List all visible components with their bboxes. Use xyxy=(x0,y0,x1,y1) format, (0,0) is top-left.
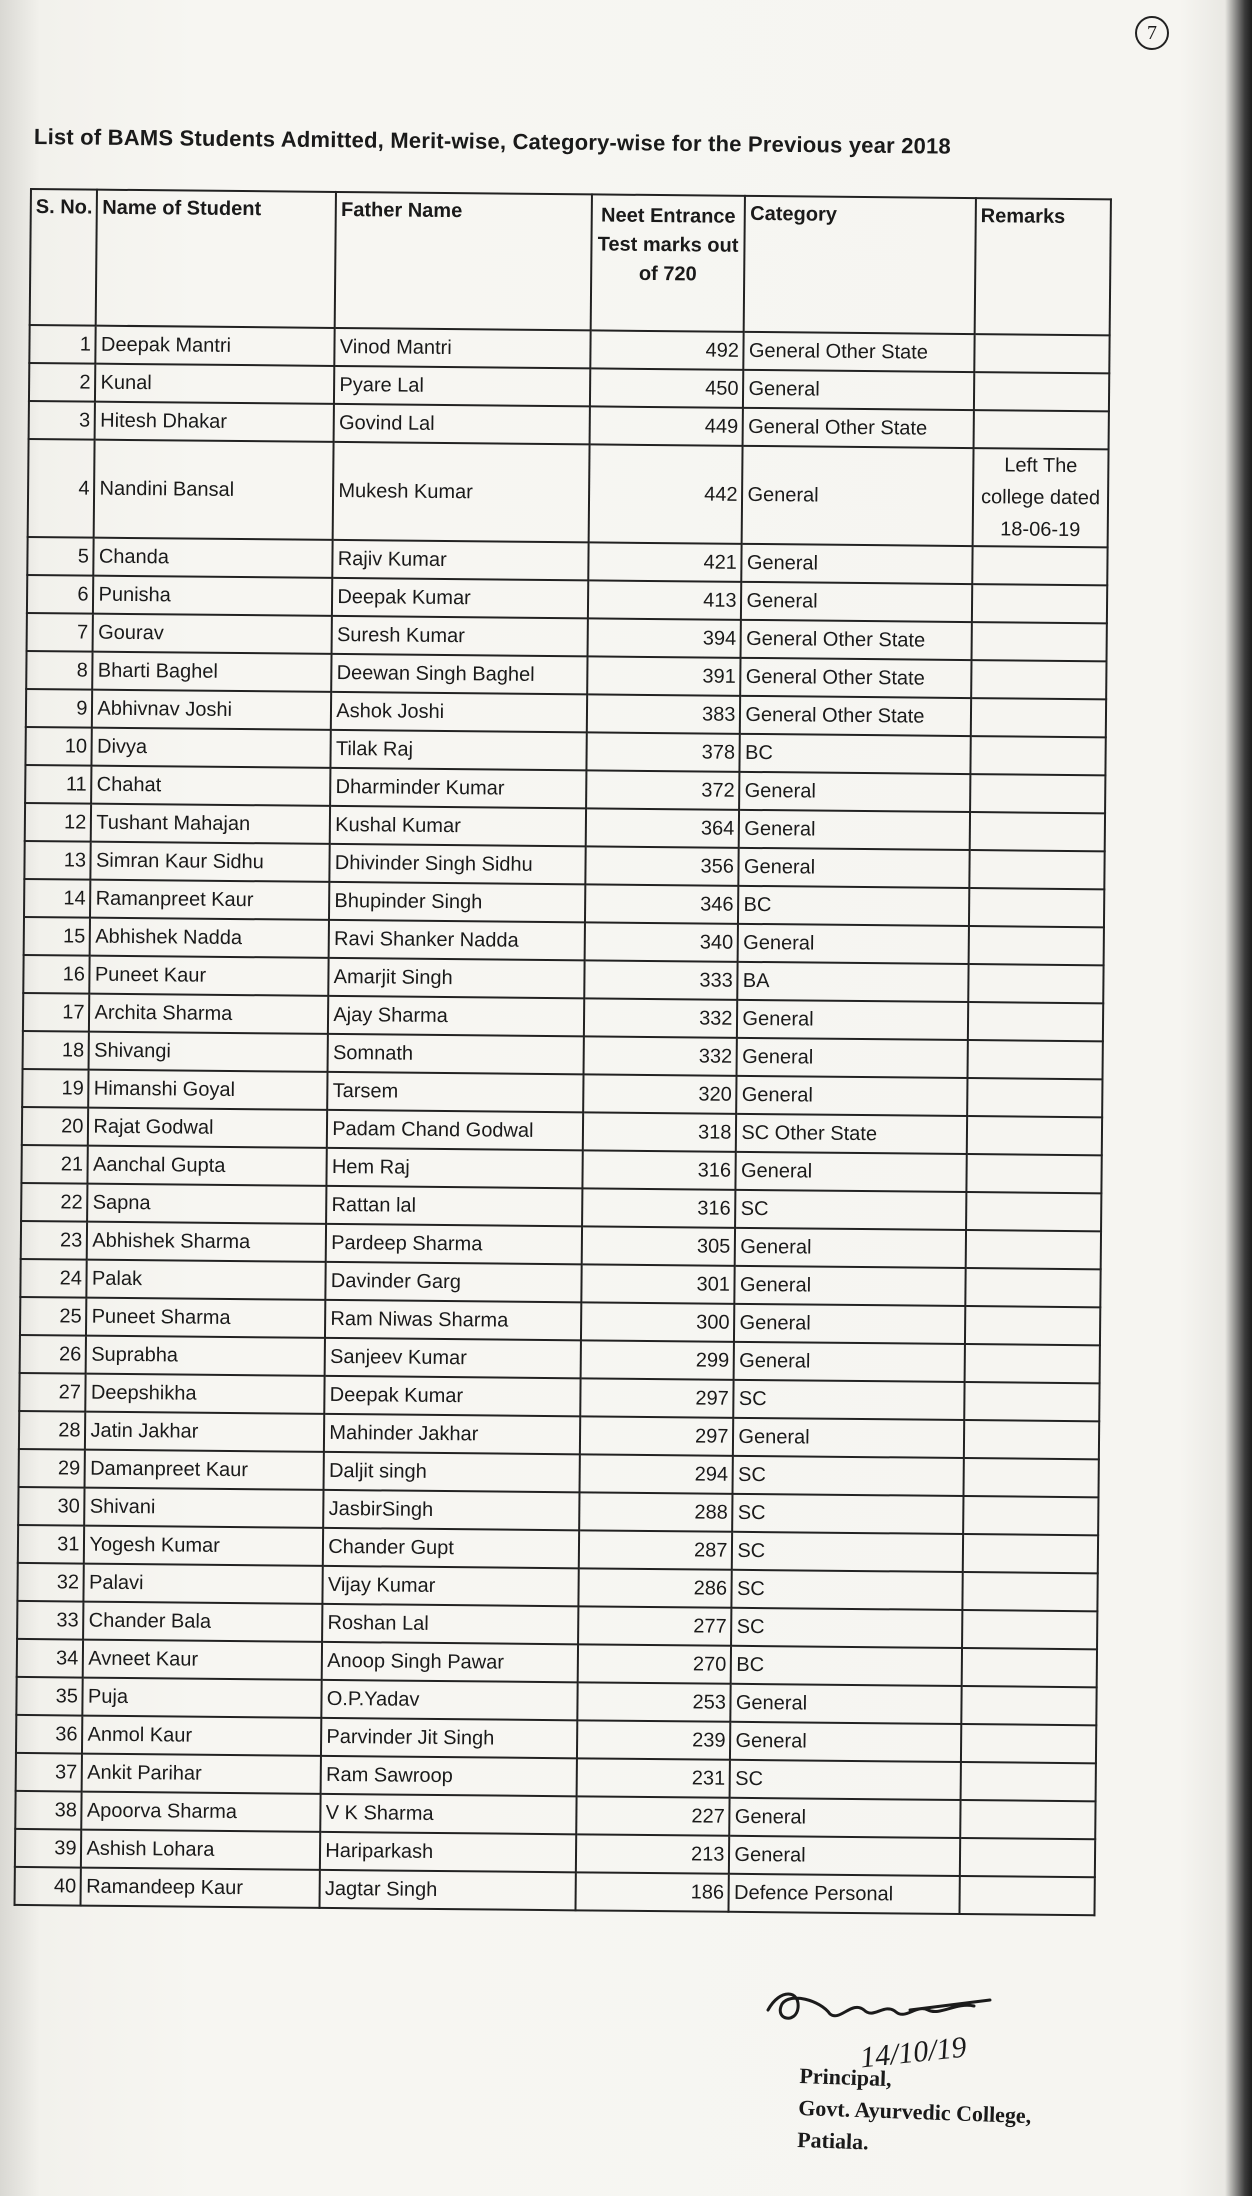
cell-sno: 28 xyxy=(19,1411,86,1450)
cell-category: General Other State xyxy=(741,658,972,698)
cell-remarks xyxy=(968,1002,1103,1041)
cell-sno: 29 xyxy=(19,1449,86,1488)
cell-category: SC xyxy=(733,1456,964,1496)
cell-student-name: Ashish Lohara xyxy=(81,1830,320,1870)
cell-father-name: Somnath xyxy=(328,1034,584,1074)
cell-remarks xyxy=(970,774,1105,813)
cell-category: SC xyxy=(735,1190,966,1230)
cell-marks: 316 xyxy=(582,1188,736,1227)
cell-sno: 4 xyxy=(28,439,95,538)
cell-category: General Other State xyxy=(744,332,975,372)
cell-remarks xyxy=(972,584,1107,623)
cell-father-name: Vinod Mantri xyxy=(335,328,591,368)
cell-sno: 19 xyxy=(22,1069,89,1108)
cell-sno: 27 xyxy=(19,1373,86,1412)
cell-father-name: Mahinder Jakhar xyxy=(324,1414,580,1454)
cell-student-name: Palavi xyxy=(84,1564,323,1604)
cell-marks: 383 xyxy=(587,694,741,733)
cell-category: General xyxy=(742,446,973,546)
header-father: Father Name xyxy=(335,192,592,330)
cell-father-name: Jagtar Singh xyxy=(320,1870,576,1910)
cell-remarks xyxy=(969,926,1104,965)
cell-father-name: Rattan lal xyxy=(326,1186,582,1226)
cell-remarks xyxy=(962,1610,1097,1649)
cell-student-name: Abhishek Sharma xyxy=(87,1222,326,1262)
header-remarks: Remarks xyxy=(975,198,1111,335)
cell-student-name: Shivani xyxy=(85,1488,324,1528)
header-marks: Neet Entrance Test marks out of 720 xyxy=(590,194,745,331)
cell-father-name: Rajiv Kumar xyxy=(333,540,589,580)
cell-remarks xyxy=(961,1724,1096,1763)
cell-student-name: Avneet Kaur xyxy=(83,1640,322,1680)
cell-remarks xyxy=(970,736,1105,775)
cell-sno: 23 xyxy=(21,1221,88,1260)
cell-remarks xyxy=(962,1648,1097,1687)
cell-sno: 24 xyxy=(20,1259,87,1298)
cell-sno: 8 xyxy=(26,651,93,690)
cell-sno: 32 xyxy=(17,1563,84,1602)
cell-father-name: JasbirSingh xyxy=(323,1490,579,1530)
cell-father-name: Hariparkash xyxy=(320,1832,576,1872)
signature-city: Patiala. xyxy=(796,2126,870,2155)
header-sno: S. No. xyxy=(30,189,98,326)
cell-father-name: Roshan Lal xyxy=(322,1604,578,1644)
cell-marks: 301 xyxy=(581,1264,735,1303)
cell-sno: 2 xyxy=(29,363,96,402)
cell-student-name: Ramandeep Kaur xyxy=(81,1868,320,1908)
cell-student-name: Jatin Jakhar xyxy=(85,1412,324,1452)
cell-father-name: Deewan Singh Baghel xyxy=(331,654,587,694)
cell-remarks xyxy=(965,1344,1100,1383)
cell-father-name: Ajay Sharma xyxy=(328,996,584,1036)
cell-student-name: Puja xyxy=(83,1678,322,1718)
cell-father-name: Bhupinder Singh xyxy=(329,882,585,922)
cell-remarks xyxy=(970,812,1105,851)
cell-marks: 231 xyxy=(576,1758,730,1797)
header-category: Category xyxy=(744,196,976,334)
cell-sno: 18 xyxy=(23,1031,90,1070)
cell-marks: 340 xyxy=(584,922,738,961)
cell-remarks xyxy=(960,1838,1095,1877)
cell-marks: 413 xyxy=(588,580,742,619)
cell-father-name: Dharminder Kumar xyxy=(330,768,586,808)
cell-category: General xyxy=(740,772,971,812)
cell-remarks xyxy=(961,1686,1096,1725)
cell-category: BC xyxy=(740,734,971,774)
cell-category: General xyxy=(737,1038,968,1078)
table-body xyxy=(15,325,1110,1915)
cell-student-name: Tushant Mahajan xyxy=(91,804,330,844)
cell-sno: 22 xyxy=(21,1183,88,1222)
cell-father-name: Kushal Kumar xyxy=(330,806,586,846)
cell-sno: 40 xyxy=(15,1867,82,1906)
cell-category: General xyxy=(730,1798,961,1838)
cell-sno: 14 xyxy=(24,879,91,918)
cell-sno: 39 xyxy=(15,1829,82,1868)
cell-marks: 239 xyxy=(577,1720,731,1759)
cell-category: General xyxy=(730,1722,961,1762)
cell-student-name: Palak xyxy=(87,1260,326,1300)
cell-sno: 13 xyxy=(24,841,91,880)
cell-student-name: Archita Sharma xyxy=(89,994,328,1034)
cell-father-name: Hem Raj xyxy=(327,1148,583,1188)
cell-marks: 318 xyxy=(583,1112,737,1151)
cell-sno: 17 xyxy=(23,993,90,1032)
cell-father-name: Amarjit Singh xyxy=(329,958,585,998)
cell-sno: 9 xyxy=(26,689,93,728)
cell-student-name: Himanshi Goyal xyxy=(89,1070,328,1110)
cell-student-name: Yogesh Kumar xyxy=(84,1526,323,1566)
cell-marks: 213 xyxy=(576,1834,730,1873)
cell-category: General Other State xyxy=(740,696,971,736)
cell-marks: 391 xyxy=(587,656,741,695)
cell-student-name: Anmol Kaur xyxy=(82,1716,321,1756)
cell-marks: 332 xyxy=(584,998,738,1037)
page-number-mark: 7 xyxy=(1135,16,1169,50)
cell-marks: 277 xyxy=(578,1606,732,1645)
cell-marks: 449 xyxy=(589,406,743,445)
cell-category: General xyxy=(733,1418,964,1458)
cell-father-name: Mukesh Kumar xyxy=(333,442,589,542)
cell-remarks xyxy=(974,372,1109,411)
cell-category: General xyxy=(739,810,970,850)
cell-sno: 10 xyxy=(25,727,92,766)
cell-father-name: Ram Niwas Sharma xyxy=(325,1300,581,1340)
cell-remarks xyxy=(963,1458,1098,1497)
cell-marks: 270 xyxy=(577,1644,731,1683)
cell-category: General Other State xyxy=(741,620,972,660)
cell-student-name: Hitesh Dhakar xyxy=(95,402,334,442)
table-header-row xyxy=(30,189,1111,335)
cell-remarks xyxy=(968,964,1103,1003)
cell-father-name: Ram Sawroop xyxy=(321,1756,577,1796)
cell-marks: 442 xyxy=(588,444,743,543)
cell-category: BC xyxy=(738,886,969,926)
header-name: Name of Student xyxy=(96,190,336,328)
cell-marks: 372 xyxy=(586,770,740,809)
cell-remarks xyxy=(964,1420,1099,1459)
cell-remarks xyxy=(972,546,1107,585)
cell-category: General xyxy=(734,1342,965,1382)
cell-category: BC xyxy=(731,1646,962,1686)
cell-marks: 316 xyxy=(582,1150,736,1189)
cell-remarks xyxy=(966,1230,1101,1269)
cell-marks: 286 xyxy=(578,1568,732,1607)
cell-father-name: Davinder Garg xyxy=(326,1262,582,1302)
cell-category: General xyxy=(735,1228,966,1268)
cell-category: Defence Personal xyxy=(729,1874,960,1914)
cell-sno: 37 xyxy=(16,1753,83,1792)
cell-student-name: Simran Kaur Sidhu xyxy=(91,842,330,882)
cell-student-name: Divya xyxy=(92,728,331,768)
table-row xyxy=(28,439,1109,547)
signature-block xyxy=(797,2060,1033,2164)
cell-father-name: O.P.Yadav xyxy=(322,1680,578,1720)
cell-marks: 297 xyxy=(580,1378,734,1417)
cell-student-name: Puneet Sharma xyxy=(86,1298,325,1338)
cell-remarks xyxy=(971,660,1106,699)
cell-remarks: Left The college dated 18-06-19 xyxy=(973,448,1109,547)
cell-father-name: Padam Chand Godwal xyxy=(327,1110,583,1150)
cell-category: SC xyxy=(731,1608,962,1648)
cell-sno: 11 xyxy=(25,765,92,804)
cell-category: General xyxy=(737,1000,968,1040)
cell-sno: 38 xyxy=(15,1791,82,1830)
cell-marks: 332 xyxy=(583,1036,737,1075)
cell-remarks xyxy=(959,1876,1094,1915)
cell-student-name: Abhishek Nadda xyxy=(90,918,329,958)
cell-marks: 186 xyxy=(575,1872,729,1911)
cell-student-name: Aanchal Gupta xyxy=(88,1146,327,1186)
cell-remarks xyxy=(967,1116,1102,1155)
cell-father-name: Deepak Kumar xyxy=(332,578,588,618)
cell-sno: 26 xyxy=(20,1335,87,1374)
cell-marks: 346 xyxy=(585,884,739,923)
signature-date: 14/10/19 xyxy=(858,2030,969,2075)
cell-student-name: Damanpreet Kaur xyxy=(85,1450,324,1490)
cell-marks: 227 xyxy=(576,1796,730,1835)
cell-student-name: Gourav xyxy=(93,614,332,654)
cell-sno: 20 xyxy=(22,1107,89,1146)
cell-marks: 450 xyxy=(590,368,744,407)
cell-sno: 3 xyxy=(29,401,96,440)
signature-institution: Govt. Ayurvedic College, xyxy=(797,2094,1032,2129)
cell-father-name: Deepak Kumar xyxy=(325,1376,581,1416)
cell-student-name: Kunal xyxy=(95,364,334,404)
cell-marks: 294 xyxy=(579,1454,733,1493)
cell-category: General xyxy=(731,1684,962,1724)
cell-marks: 288 xyxy=(579,1492,733,1531)
cell-category: General xyxy=(734,1304,965,1344)
cell-father-name: Ashok Joshi xyxy=(331,692,587,732)
cell-category: SC xyxy=(733,1494,964,1534)
cell-remarks xyxy=(965,1268,1100,1307)
cell-student-name: Chahat xyxy=(92,766,331,806)
cell-father-name: Daljit singh xyxy=(324,1452,580,1492)
cell-student-name: Rajat Godwal xyxy=(88,1108,327,1148)
cell-category: General xyxy=(735,1266,966,1306)
cell-father-name: Parvinder Jit Singh xyxy=(321,1718,577,1758)
cell-father-name: Pyare Lal xyxy=(334,366,590,406)
cell-marks: 305 xyxy=(581,1226,735,1265)
document-title: List of BAMS Students Admitted, Merit-wise, Category-wise for the Previous year 2018 xyxy=(33,124,952,159)
cell-category: SC xyxy=(734,1380,965,1420)
cell-father-name: Sanjeev Kumar xyxy=(325,1338,581,1378)
cell-father-name: Anoop Singh Pawar xyxy=(322,1642,578,1682)
cell-category: General xyxy=(743,370,974,410)
cell-category: SC xyxy=(732,1532,963,1572)
cell-category: General xyxy=(741,582,972,622)
cell-father-name: Tilak Raj xyxy=(331,730,587,770)
cell-student-name: Puneet Kaur xyxy=(90,956,329,996)
cell-sno: 5 xyxy=(27,537,94,576)
cell-remarks xyxy=(960,1800,1095,1839)
cell-marks: 300 xyxy=(581,1302,735,1341)
cell-sno: 25 xyxy=(20,1297,87,1336)
cell-marks: 333 xyxy=(584,960,738,999)
cell-marks: 394 xyxy=(587,618,741,657)
cell-marks: 364 xyxy=(585,808,739,847)
cell-category: General Other State xyxy=(743,408,974,448)
cell-student-name: Deepak Mantri xyxy=(96,326,335,366)
cell-father-name: Dhivinder Singh Sidhu xyxy=(330,844,586,884)
cell-marks: 378 xyxy=(586,732,740,771)
cell-student-name: Apoorva Sharma xyxy=(82,1792,321,1832)
cell-student-name: Ankit Parihar xyxy=(82,1754,321,1794)
cell-father-name: Ravi Shanker Nadda xyxy=(329,920,585,960)
cell-student-name: Suprabha xyxy=(86,1336,325,1376)
cell-student-name: Bharti Baghel xyxy=(93,652,332,692)
cell-student-name: Chander Bala xyxy=(84,1602,323,1642)
cell-category: General xyxy=(742,544,973,584)
cell-remarks xyxy=(963,1496,1098,1535)
cell-student-name: Punisha xyxy=(93,576,332,616)
cell-remarks xyxy=(971,622,1106,661)
cell-sno: 1 xyxy=(29,325,96,364)
cell-marks: 356 xyxy=(585,846,739,885)
cell-father-name: Tarsem xyxy=(327,1072,583,1112)
cell-sno: 7 xyxy=(27,613,94,652)
cell-remarks xyxy=(966,1154,1101,1193)
cell-sno: 30 xyxy=(18,1487,85,1526)
cell-remarks xyxy=(964,1382,1099,1421)
cell-student-name: Nandini Bansal xyxy=(94,440,334,540)
cell-category: General xyxy=(729,1836,960,1876)
cell-marks: 297 xyxy=(580,1416,734,1455)
cell-sno: 35 xyxy=(16,1677,83,1716)
cell-marks: 299 xyxy=(580,1340,734,1379)
cell-category: SC xyxy=(732,1570,963,1610)
signature-title: Principal, xyxy=(799,2062,893,2092)
cell-student-name: Abhivnav Joshi xyxy=(92,690,331,730)
cell-father-name: Suresh Kumar xyxy=(332,616,588,656)
cell-category: SC xyxy=(730,1760,961,1800)
cell-remarks xyxy=(966,1192,1101,1231)
cell-sno: 16 xyxy=(23,955,90,994)
cell-remarks xyxy=(974,334,1109,373)
cell-remarks xyxy=(967,1040,1102,1079)
cell-remarks xyxy=(961,1762,1096,1801)
cell-student-name: Chanda xyxy=(94,538,333,578)
cell-father-name: Pardeep Sharma xyxy=(326,1224,582,1264)
cell-sno: 6 xyxy=(27,575,94,614)
students-table xyxy=(14,188,1112,1916)
cell-sno: 21 xyxy=(21,1145,88,1184)
cell-category: SC Other State xyxy=(736,1114,967,1154)
cell-student-name: Shivangi xyxy=(89,1032,328,1072)
cell-student-name: Sapna xyxy=(88,1184,327,1224)
cell-category: General xyxy=(738,924,969,964)
cell-remarks xyxy=(969,888,1104,927)
cell-sno: 34 xyxy=(17,1639,84,1678)
cell-remarks xyxy=(974,410,1109,449)
cell-marks: 287 xyxy=(579,1530,733,1569)
cell-marks: 492 xyxy=(590,330,744,369)
cell-remarks xyxy=(967,1078,1102,1117)
cell-category: BA xyxy=(738,962,969,1002)
cell-marks: 253 xyxy=(577,1682,731,1721)
cell-father-name: Vijay Kumar xyxy=(323,1566,579,1606)
cell-sno: 36 xyxy=(16,1715,83,1754)
cell-category: General xyxy=(737,1076,968,1116)
cell-marks: 320 xyxy=(583,1074,737,1113)
cell-remarks xyxy=(962,1572,1097,1611)
cell-remarks xyxy=(965,1306,1100,1345)
students-table-wrapper xyxy=(14,188,1112,1916)
cell-remarks xyxy=(971,698,1106,737)
cell-father-name: Govind Lal xyxy=(334,404,590,444)
cell-sno: 12 xyxy=(25,803,92,842)
cell-marks: 421 xyxy=(588,542,742,581)
cell-category: General xyxy=(736,1152,967,1192)
cell-remarks xyxy=(969,850,1104,889)
cell-sno: 31 xyxy=(18,1525,85,1564)
cell-student-name: Deepshikha xyxy=(86,1374,325,1414)
cell-sno: 33 xyxy=(17,1601,84,1640)
cell-category: General xyxy=(739,848,970,888)
cell-father-name: Chander Gupt xyxy=(323,1528,579,1568)
cell-father-name: V K Sharma xyxy=(321,1794,577,1834)
cell-remarks xyxy=(963,1534,1098,1573)
cell-student-name: Ramanpreet Kaur xyxy=(90,880,329,920)
cell-sno: 15 xyxy=(24,917,91,956)
